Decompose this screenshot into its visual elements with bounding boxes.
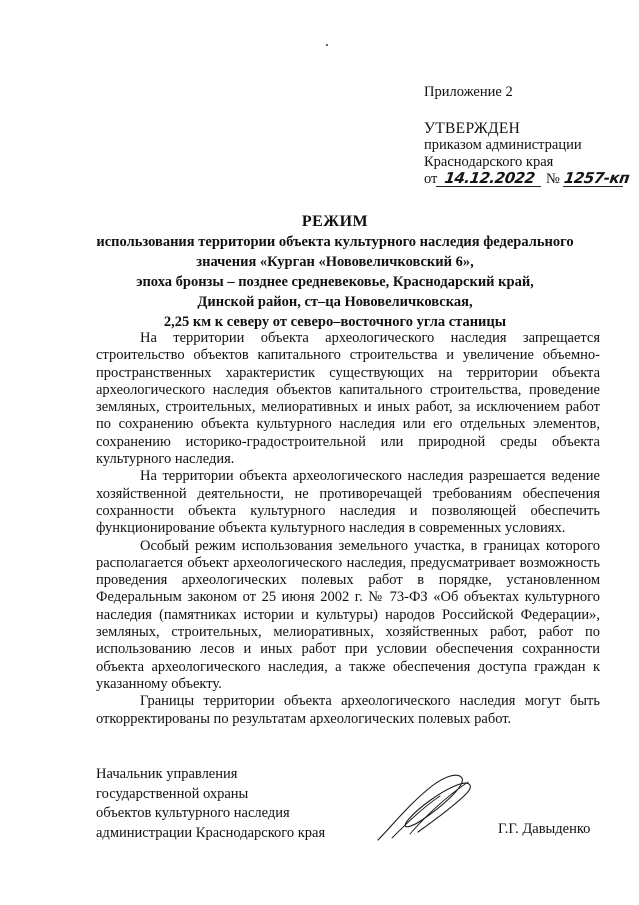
paragraph-special-regime: Особый режим использования земельного участка, в границах которого располагается объект археологического наследия, предусматривает возможность проведения археологических полевых работ в порядке, установленном Федеральным законом от 25 июня 2002 г. № 73-ФЗ «Об объектах культурного наследия (памятниках истории и культуры) народов Российской Федерации», земляных, строительных, мелиоративных, хозяйственных работ, работ по использованию лесов и иных работ при условии обеспечения сохранности объекта археологического наследия, а также обеспечения доступа граждан к указанному объекту. xyxy=(96,537,600,692)
document-heading xyxy=(60,212,610,332)
signatory-position xyxy=(96,765,325,843)
paragraph-boundaries: Границы территории объекта археологического наследия могут быть откорректированы по результатам археологических полевых работ. xyxy=(96,693,600,727)
approval-title: УТВЕРЖДЕН xyxy=(424,120,521,137)
heading-line: эпоха бронзы – позднее средневековье, Краснодарский край, xyxy=(136,274,534,290)
heading-line: Динской район, ст–ца Нововеличковская, xyxy=(197,294,473,310)
document-body xyxy=(96,330,600,728)
handwritten-number: 1257-кп xyxy=(562,169,630,187)
paragraph-permissions: На территории объекта археологического наследия разрешается ведение хозяйственной деятельности, не противоречащей требованиям обеспечения сохранности объекта культурного наследия и позволяющей обеспечить функционирование объекта культурного наследия в современных условиях. xyxy=(96,468,600,537)
position-line: объектов культурного наследия xyxy=(96,805,290,821)
heading-line: использования территории объекта культурного наследия федерального xyxy=(96,234,574,250)
signer-name: Г.Г. Давыденко xyxy=(498,821,591,837)
approval-stamp xyxy=(424,84,630,188)
annex-label: Приложение 2 xyxy=(424,84,513,100)
heading-line: 2,25 км к северу от северо–восточного угла станицы xyxy=(163,314,507,330)
handwritten-signature-icon xyxy=(370,768,480,848)
number-prefix: № xyxy=(546,171,560,187)
position-line: Начальник управления xyxy=(96,766,238,782)
approval-line-2: Краснодарского края xyxy=(424,154,554,170)
paragraph-prohibitions: На территории объекта археологического наследия запрещается строительство объектов капитального строительства и увеличение объемно-пространственных характеристик существующих на территории объекта археологического наследия объектов капитального строительства, проведение земляных, строительных, мелиоративных и иных работ, за исключением работ по сохранению объекта культурного наследия или его отдельных элементов, сохранению историко-градостроительной или природной среды объекта культурного наследия. xyxy=(96,330,600,468)
position-line: государственной охраны xyxy=(96,785,249,802)
stray-dot xyxy=(326,44,328,46)
approval-dateline xyxy=(424,169,630,188)
heading-title: РЕЖИМ xyxy=(301,213,369,230)
date-prefix: от xyxy=(424,171,438,187)
approval-line-1: приказом администрации xyxy=(424,137,582,153)
heading-line: значения «Курган «Нововеличковский 6», xyxy=(196,254,474,270)
position-line: администрации Краснодарского края xyxy=(96,824,326,841)
handwritten-date: 14.12.2022 xyxy=(436,171,543,187)
